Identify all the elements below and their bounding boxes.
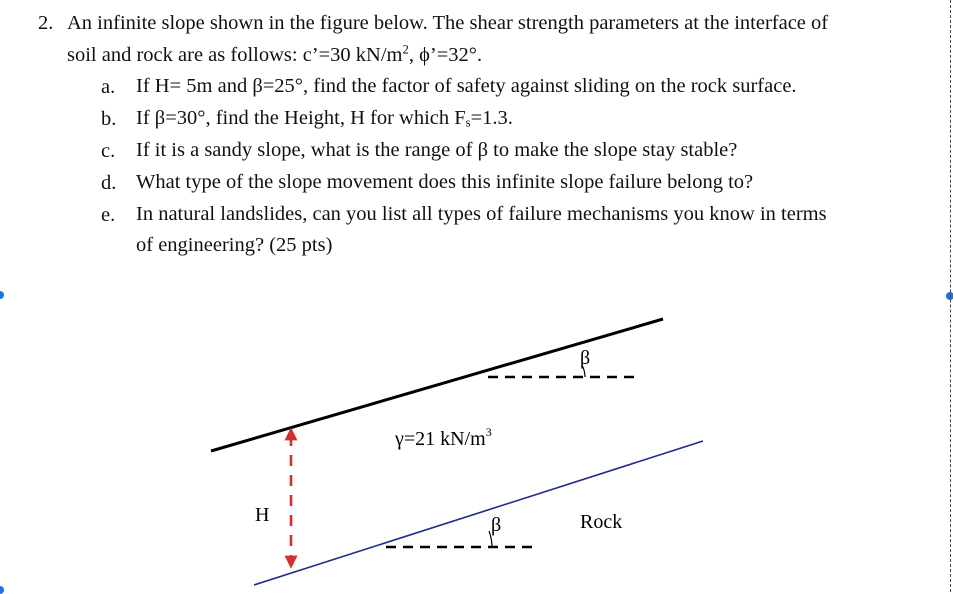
sub-question-text: In natural landslides, can you list all types of failure mechanisms you know in terms of engineering? (25 pts): [136, 203, 827, 256]
sub-question-label: a.: [101, 76, 116, 98]
sub-question-label: d.: [101, 172, 117, 194]
unit-weight-label: γ=21 $kN/m^3$: [395, 425, 492, 450]
rock-label: Rock: [580, 511, 623, 533]
rock-interface-line: [254, 441, 703, 585]
sub-question-label: c.: [101, 140, 116, 162]
beta-label-bottom: β: [491, 514, 502, 536]
sub-question-text: If β=30°, find the Height, H for which $F_s=1.3$.: [136, 107, 513, 130]
selection-border-right: [950, 0, 951, 592]
beta-label-top: β: [580, 347, 591, 369]
selection-handle-bottom-left[interactable]: [0, 586, 4, 594]
sub-question-label: b.: [101, 108, 117, 130]
problem-number: 2.: [38, 12, 54, 34]
sub-question-text: If H= 5m and β=25°, find the factor of safety against sliding on the rock surface.: [136, 75, 797, 97]
sub-question-text: If it is a sandy slope, what is the range of β to make the slope stay stable?: [136, 139, 738, 161]
sub-question-label: e.: [101, 204, 116, 226]
intro-line-2: soil and rock are as follows: c’=30 $kN/m^2$, ϕ’=32°.: [67, 42, 483, 66]
sub-question-text: What type of the slope movement does this infinite slope failure belong to?: [136, 171, 754, 193]
height-label: H: [255, 504, 270, 526]
intro-line-1: An infinite slope shown in the figure below. The shear strength parameters at the interface of: [67, 12, 829, 34]
